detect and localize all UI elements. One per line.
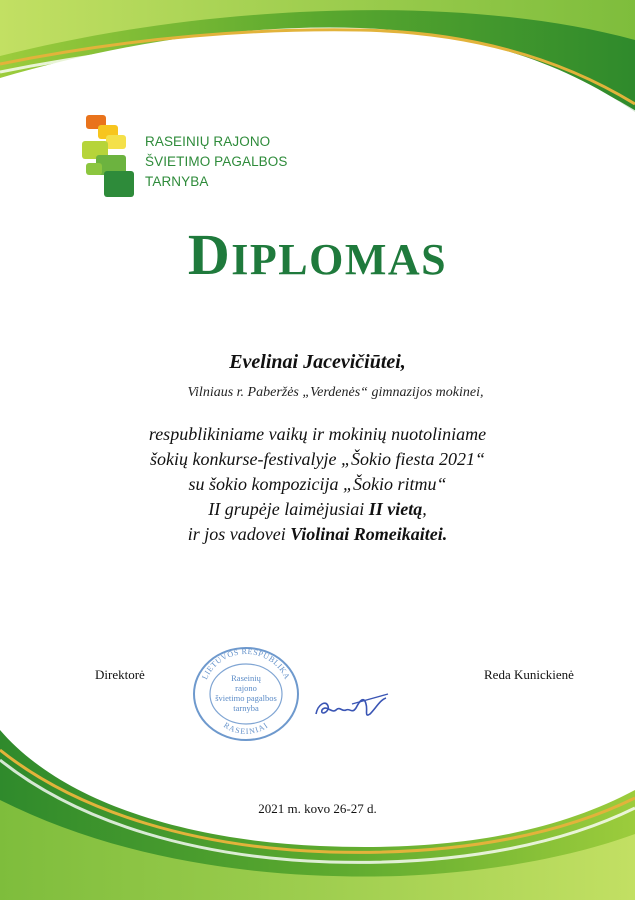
- diploma-title: [0, 222, 635, 287]
- stamp-line-2: rajono: [235, 683, 257, 693]
- award-line-3: su šokio kompozicija „Šokio ritmu“: [188, 474, 447, 494]
- award-line-4-prefix: II grupėje laimėjusiai: [208, 499, 369, 519]
- official-stamp: [190, 644, 302, 744]
- award-place: II vietą: [368, 499, 423, 519]
- signer-role: Direktorė: [95, 667, 145, 682]
- logo-line-1: RASEINIŲ RAJONO: [145, 134, 271, 149]
- title-initial: D: [187, 222, 232, 287]
- award-line-2: šokių konkurse-festivalyje „Šokio fiesta 2021“: [150, 449, 485, 469]
- award-line-5-prefix: ir jos vadovei: [187, 524, 291, 544]
- teacher-name: Violinai Romeikaitei.: [290, 524, 448, 544]
- top-decorative-swoosh: [0, 0, 635, 130]
- logo-line-2: ŠVIETIMO PAGALBOS: [145, 154, 288, 169]
- signer-name: Reda Kunickienė: [484, 667, 574, 682]
- stamp-ring-top: LIETUVOS RESPUBLIKA: [200, 646, 292, 681]
- recipient-name: Evelinai Jacevičiūtei,: [229, 351, 406, 373]
- logo-line-3: TARNYBA: [145, 174, 209, 189]
- award-text: [0, 422, 635, 547]
- event-date: 2021 m. kovo 26-27 d.: [258, 801, 377, 816]
- recipient-school: Vilniaus r. Paberžės „Verdenės“ gimnazijos mokinei,: [187, 385, 484, 400]
- award-line-4-suffix: ,: [422, 499, 427, 519]
- award-line-5: [0, 522, 635, 547]
- organization-logo: [82, 115, 342, 205]
- stamp-line-4: tarnyba: [233, 703, 259, 713]
- stamp-ring-bottom: RASEINIAI: [221, 720, 271, 737]
- stamp-line-1: Raseinių: [231, 673, 261, 683]
- award-line-4: [0, 497, 635, 522]
- handwritten-signature: [312, 690, 392, 726]
- stamp-line-3: švietimo pagalbos: [215, 693, 277, 703]
- award-line-1: respublikiniame vaikų ir mokinių nuotoliniame: [148, 424, 487, 444]
- logo-mark-icon: [82, 115, 138, 201]
- title-rest: IPLOMAS: [231, 235, 448, 284]
- logo-text: [145, 132, 288, 192]
